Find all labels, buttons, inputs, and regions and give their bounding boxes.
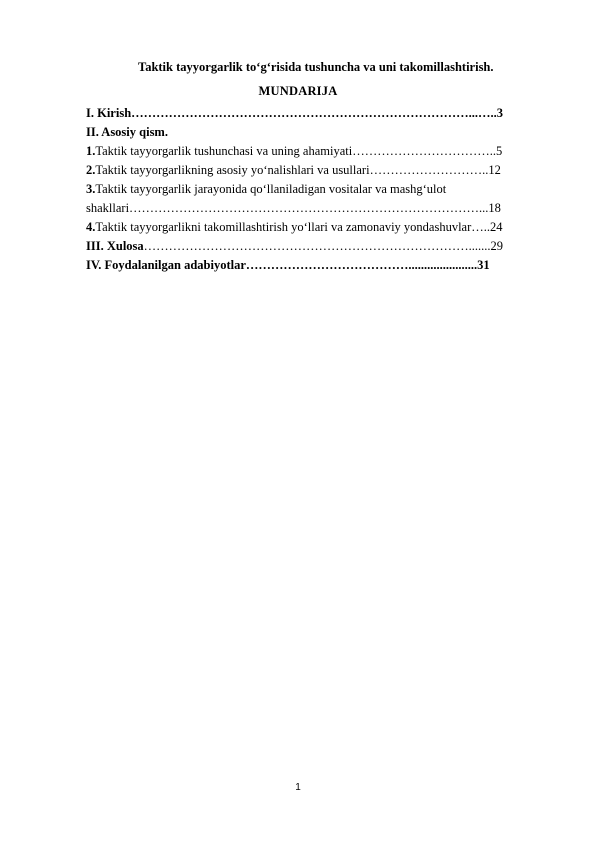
toc-entry-number: 1. xyxy=(86,144,96,158)
table-of-contents xyxy=(86,104,554,275)
toc-entry-text xyxy=(86,239,503,253)
toc-entry-asosiy-qism xyxy=(86,123,554,142)
toc-entry-2 xyxy=(86,161,554,180)
toc-entry-label: III. Xulosa xyxy=(86,239,144,253)
toc-entry-3 xyxy=(86,180,554,199)
toc-entry-text: Taktik tayyorgarlik tushunchasi va uning ahamiyati……………………………..5 xyxy=(95,144,503,158)
toc-entry-text: shakllari…………………………………………………………………………...18 xyxy=(86,201,501,215)
page-number: 1 xyxy=(295,782,301,793)
toc-entry-3-continued xyxy=(86,199,554,218)
toc-entry-text: I. Kirish………………………………………………………………………...…..3 xyxy=(86,106,504,120)
toc-entry-leader: …………………………………………………………………….......29 xyxy=(143,239,504,253)
toc-entry-text: Taktik tayyorgarlikni takomillashtirish yo‘llari va zamonaviy yondashuvlar…..24 xyxy=(95,220,503,234)
toc-heading: MUNDARIJA xyxy=(258,84,338,98)
toc-entry-adabiyotlar xyxy=(86,256,554,275)
toc-entry-text: Taktik tayyorgarlikning asosiy yo‘nalishlari va usullari………………………..12 xyxy=(95,163,501,177)
toc-entry-number: 2. xyxy=(86,163,96,177)
toc-entry-text: Taktik tayyorgarlik jarayonida qo‘llaniladigan vositalar va mashg‘ulot xyxy=(95,182,447,196)
toc-entry-number: 3. xyxy=(86,182,96,196)
toc-entry-text: II. Asosiy qism. xyxy=(86,125,168,139)
toc-entry-number: 4. xyxy=(86,220,96,234)
toc-entry-kirish xyxy=(86,104,554,123)
toc-entry-4 xyxy=(86,218,554,237)
toc-entry-text: IV. Foydalanilgan adabiyotlar…………………………………......................31 xyxy=(86,258,490,272)
toc-entry-xulosa xyxy=(86,237,554,256)
document-title: Taktik tayyorgarlik to‘g‘risida tushuncha va uni takomillashtirish. xyxy=(138,60,494,74)
toc-entry-1 xyxy=(86,142,554,161)
